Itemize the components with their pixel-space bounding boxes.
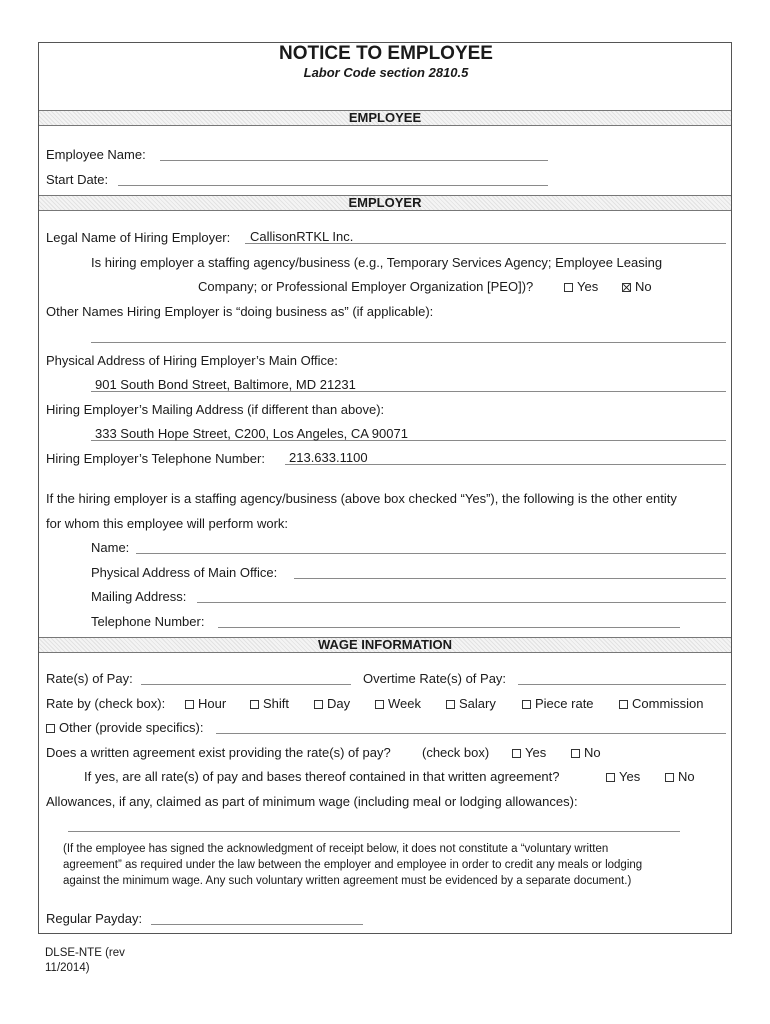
rate-other-checkbox[interactable] bbox=[46, 724, 55, 733]
rate-week-checkbox[interactable] bbox=[375, 700, 384, 709]
rate-piece-checkbox[interactable] bbox=[522, 700, 531, 709]
other-names-label: Other Names Hiring Employer is “doing business as” (if applicable): bbox=[46, 304, 434, 319]
rates-of-pay-label: Rate(s) of Pay: bbox=[46, 671, 133, 686]
section-employee-header: EMPLOYEE bbox=[39, 110, 731, 126]
rate-hour-label: Hour bbox=[198, 696, 227, 711]
rate-commission-checkbox[interactable] bbox=[619, 700, 628, 709]
staffing-yes-label: Yes bbox=[577, 279, 599, 294]
physical-address-value: 901 South Bond Street, Baltimore, MD 21231 bbox=[95, 377, 356, 392]
mailing-address-label: Hiring Employer’s Mailing Address (if different than above): bbox=[46, 402, 385, 417]
other-entity-phone-label: Telephone Number: bbox=[91, 614, 205, 629]
staffing-no-label: No bbox=[635, 279, 652, 294]
allowances-field[interactable] bbox=[68, 831, 680, 832]
agreement-question: Does a written agreement exist providing the rate(s) of pay? bbox=[46, 745, 391, 760]
rate-hour-option[interactable] bbox=[185, 696, 226, 711]
rate-commission-label: Commission bbox=[632, 696, 704, 711]
contained-question: If yes, are all rate(s) of pay and bases thereof contained in that written agreement? bbox=[84, 769, 560, 784]
rate-other-label: Other (provide specifics): bbox=[59, 720, 204, 735]
mailing-address-value: 333 South Hope Street, C200, Los Angeles, CA 90071 bbox=[95, 426, 408, 441]
rate-hour-checkbox[interactable] bbox=[185, 700, 194, 709]
rate-piece-label: Piece rate bbox=[535, 696, 594, 711]
other-entity-phone-field[interactable] bbox=[218, 627, 680, 628]
physical-address-label: Physical Address of Hiring Employer’s Main Office: bbox=[46, 353, 338, 368]
rate-other-option[interactable] bbox=[46, 720, 204, 735]
rate-shift-label: Shift bbox=[263, 696, 290, 711]
rate-piece-option[interactable] bbox=[522, 696, 594, 711]
overtime-rates-label: Overtime Rate(s) of Pay: bbox=[363, 671, 507, 686]
other-entity-text-line1: If the hiring employer is a staffing agency/business (above box checked “Yes”), the following is the other entity bbox=[46, 491, 677, 506]
rate-week-option[interactable] bbox=[375, 696, 421, 711]
start-date-field[interactable] bbox=[118, 185, 548, 186]
other-entity-physical-label: Physical Address of Main Office: bbox=[91, 565, 278, 580]
rates-of-pay-field[interactable] bbox=[141, 684, 351, 685]
overtime-rates-field[interactable] bbox=[518, 684, 726, 685]
staffing-no-option[interactable] bbox=[622, 279, 652, 294]
form-subtitle: Labor Code section 2810.5 bbox=[303, 65, 469, 80]
agreement-check-box-hint: (check box) bbox=[422, 745, 490, 760]
other-names-field[interactable] bbox=[91, 342, 726, 343]
agreement-yes-option[interactable] bbox=[512, 745, 546, 760]
agreement-no-label: No bbox=[584, 745, 601, 760]
agreement-yes-checkbox[interactable] bbox=[512, 749, 521, 758]
section-wage-header: WAGE INFORMATION bbox=[39, 637, 731, 653]
other-entity-text-line2: for whom this employee will perform work: bbox=[46, 516, 289, 531]
rate-day-option[interactable] bbox=[314, 696, 350, 711]
contained-yes-option[interactable] bbox=[606, 769, 640, 784]
telephone-label: Hiring Employer’s Telephone Number: bbox=[46, 451, 265, 466]
staffing-yes-option[interactable] bbox=[564, 279, 598, 294]
legal-name-label: Legal Name of Hiring Employer: bbox=[46, 230, 231, 245]
rate-salary-label: Salary bbox=[459, 696, 496, 711]
note-line-3: against the minimum wage. Any such voluntary written agreement must be evidenced by a separate document.) bbox=[63, 875, 632, 887]
staffing-yes-checkbox[interactable] bbox=[564, 283, 573, 292]
agreement-no-option[interactable] bbox=[571, 745, 601, 760]
other-entity-mailing-field[interactable] bbox=[197, 602, 726, 603]
form-revision-footer bbox=[45, 946, 125, 976]
rate-by-label: Rate by (check box): bbox=[46, 696, 166, 711]
rate-other-field[interactable] bbox=[216, 733, 726, 734]
form-title: NOTICE TO EMPLOYEE bbox=[279, 43, 493, 64]
contained-no-option[interactable] bbox=[665, 769, 695, 784]
other-entity-mailing-label: Mailing Address: bbox=[91, 589, 187, 604]
allowances-label: Allowances, if any, claimed as part of minimum wage (including meal or lodging allowances): bbox=[46, 794, 578, 809]
footer-line-2: 11/2014) bbox=[45, 962, 90, 974]
rate-week-label: Week bbox=[388, 696, 421, 711]
rate-shift-checkbox[interactable] bbox=[250, 700, 259, 709]
contained-yes-checkbox[interactable] bbox=[606, 773, 615, 782]
telephone-value: 213.633.1100 bbox=[289, 450, 368, 465]
section-employer-header: EMPLOYER bbox=[39, 195, 731, 211]
rate-salary-checkbox[interactable] bbox=[446, 700, 455, 709]
other-entity-name-label: Name: bbox=[91, 540, 130, 555]
employee-name-label: Employee Name: bbox=[46, 147, 146, 162]
agreement-no-checkbox[interactable] bbox=[571, 749, 580, 758]
legal-name-value: CallisonRTKL Inc. bbox=[250, 229, 354, 244]
staffing-question-line1: Is hiring employer a staffing agency/business (e.g., Temporary Services Agency; Employee Leasing bbox=[91, 255, 663, 270]
staffing-no-checkbox[interactable] bbox=[622, 283, 631, 292]
agreement-yes-label: Yes bbox=[525, 745, 547, 760]
employee-name-field[interactable] bbox=[160, 160, 548, 161]
regular-payday-label: Regular Payday: bbox=[46, 911, 143, 926]
note-line-2: agreement” as required under the law between the employer and employee in order to credit any meals or lodging bbox=[63, 859, 643, 871]
footer-line-1: DLSE-NTE (rev bbox=[45, 947, 125, 959]
rate-day-label: Day bbox=[327, 696, 351, 711]
rate-salary-option[interactable] bbox=[446, 696, 496, 711]
voluntary-agreement-note bbox=[63, 841, 723, 889]
regular-payday-field[interactable] bbox=[151, 924, 363, 925]
rate-shift-option[interactable] bbox=[250, 696, 289, 711]
start-date-label: Start Date: bbox=[46, 172, 109, 187]
rate-commission-option[interactable] bbox=[619, 696, 704, 711]
rate-day-checkbox[interactable] bbox=[314, 700, 323, 709]
contained-yes-label: Yes bbox=[619, 769, 641, 784]
other-entity-physical-field[interactable] bbox=[294, 578, 726, 579]
other-entity-name-field[interactable] bbox=[136, 553, 726, 554]
staffing-question-line2: Company; or Professional Employer Organization [PEO])? bbox=[198, 279, 534, 294]
note-line-1: (If the employee has signed the acknowledgment of receipt below, it does not constitute a “voluntary written bbox=[63, 843, 609, 855]
contained-no-checkbox[interactable] bbox=[665, 773, 674, 782]
contained-no-label: No bbox=[678, 769, 695, 784]
